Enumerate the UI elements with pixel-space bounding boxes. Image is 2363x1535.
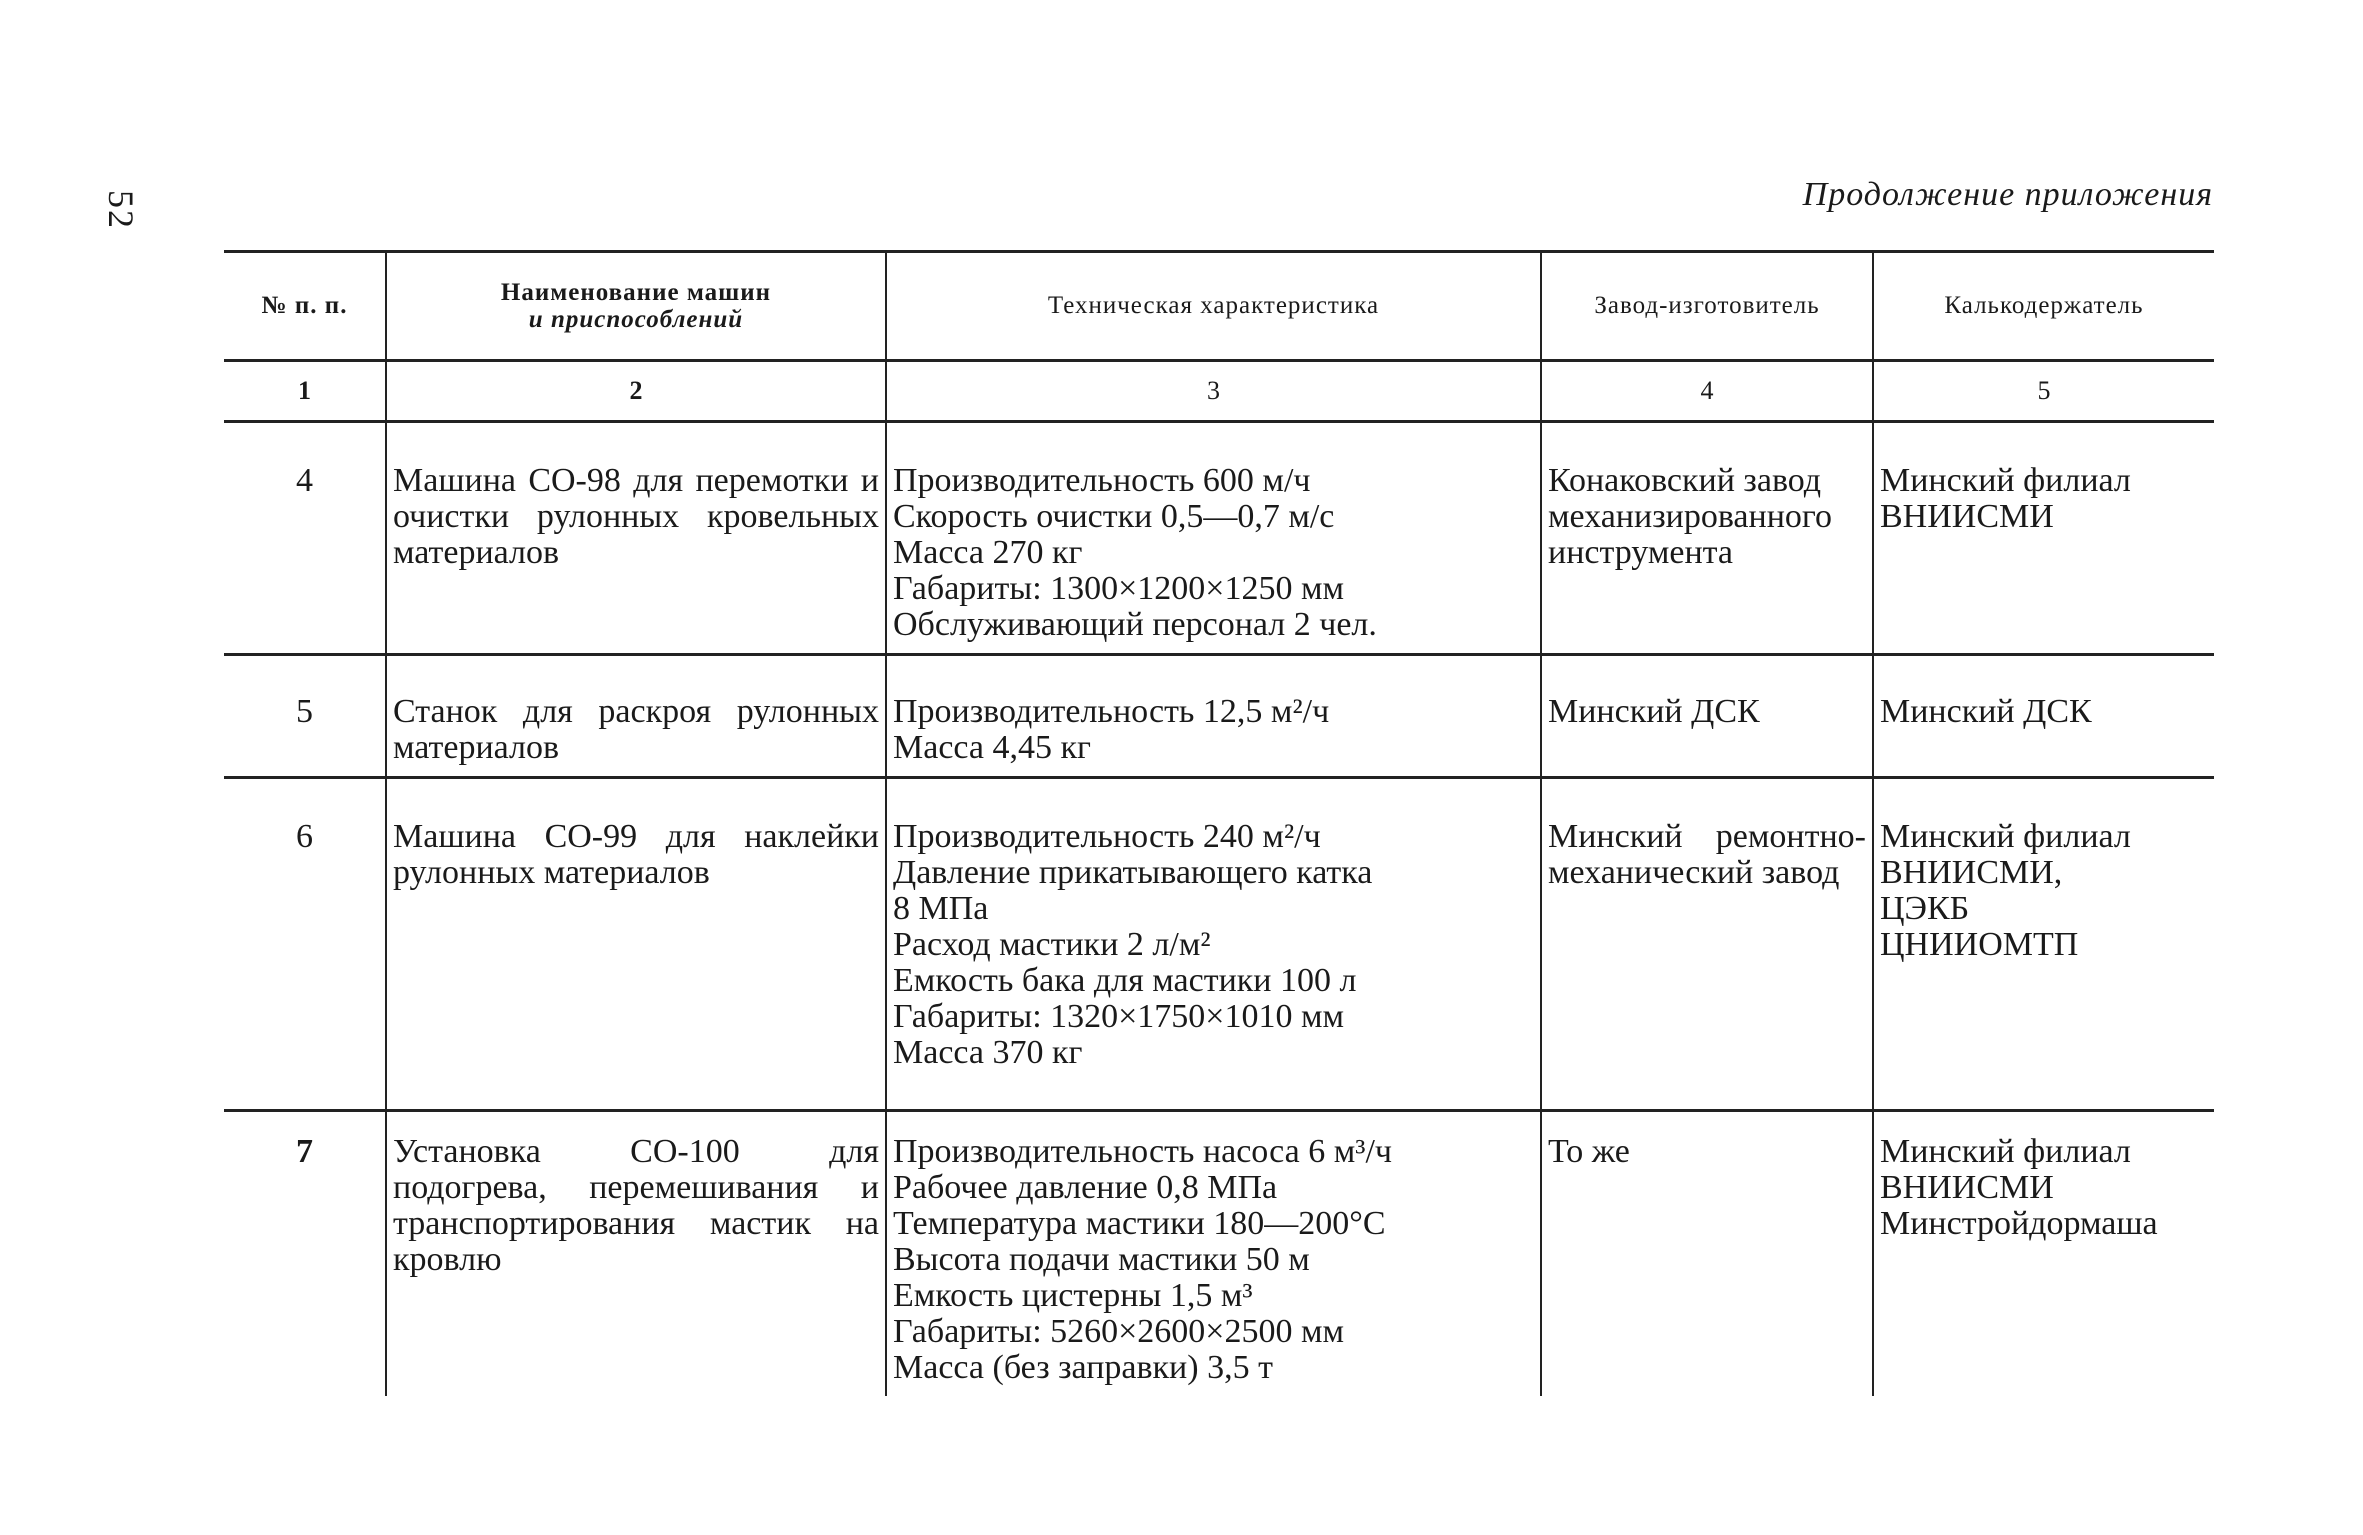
header-number: № п. п. <box>224 252 386 361</box>
tech-specs <box>886 778 1541 1111</box>
spec-line: Скорость очистки 0,5—0,7 м/с <box>893 498 1335 535</box>
holder-line: Минский филиал <box>1880 462 2131 499</box>
spec-line: Габариты: 5260×2600×2500 мм <box>893 1313 1345 1350</box>
header-holder: Калькодержатель <box>1873 252 2214 361</box>
spec-line: Масса (без заправки) 3,5 т <box>893 1349 1273 1386</box>
holder <box>1873 655 2214 778</box>
holder-line: ЦЭКБ <box>1880 890 1970 927</box>
spec-line: Масса 4,45 кг <box>893 729 1091 766</box>
spec-line: Емкость бака для мастики 100 л <box>893 962 1357 999</box>
row-number: 6 <box>224 778 386 1111</box>
column-number: 2 <box>386 361 886 422</box>
column-number: 3 <box>886 361 1541 422</box>
equipment-table-wrapper <box>224 250 2214 1396</box>
holder <box>1873 1111 2214 1397</box>
header-manufacturer: Завод-изготовитель <box>1541 252 1873 361</box>
spec-line: Масса 270 кг <box>893 534 1083 571</box>
spec-line: Давление прикатывающего катка <box>893 854 1373 891</box>
holder-line: ЦНИИОМТП <box>1880 926 2079 963</box>
manufacturer: Минский ремонтно-механический завод <box>1541 778 1873 1111</box>
table-row <box>224 422 2214 655</box>
spec-line: Расход мастики 2 л/м² <box>893 926 1211 963</box>
row-number: 4 <box>296 462 313 499</box>
holder-line: Минский ДСК <box>1880 693 2092 730</box>
holder <box>1873 422 2214 655</box>
tech-specs <box>886 1111 1541 1397</box>
spec-line: Производительность 12,5 м²/ч <box>893 693 1330 730</box>
header-specs: Техническая характеристика <box>886 252 1541 361</box>
holder-line: ВНИИСМИ <box>1880 1169 2054 1206</box>
manufacturer: Минский ДСК <box>1541 655 1873 778</box>
spec-line: Обслуживающий персонал 2 чел. <box>893 606 1377 643</box>
spec-line: Высота подачи мастики 50 м <box>893 1241 1310 1278</box>
spec-line: Емкость цистерны 1,5 м³ <box>893 1277 1253 1314</box>
column-number-row <box>224 361 2214 422</box>
machine-name: Установка СО-100 для подогрева, перемешивания и транспортирования мастик на кровлю <box>386 1111 886 1397</box>
column-number: 5 <box>1873 361 2214 422</box>
holder-line: ВНИИСМИ, <box>1880 854 2063 891</box>
holder-line: Минский филиал <box>1880 818 2131 855</box>
equipment-table <box>224 250 2214 1396</box>
machine-name: Станок для раскроя рулонных материалов <box>386 655 886 778</box>
table-row <box>224 1111 2214 1397</box>
continuation-title: Продолжение приложения <box>1802 176 2213 213</box>
page-number: 52 <box>101 190 141 230</box>
header-name: Наименование машин и приспособлений <box>386 252 886 361</box>
table-row <box>224 655 2214 778</box>
spec-line: Габариты: 1320×1750×1010 мм <box>893 998 1345 1035</box>
holder <box>1873 778 2214 1111</box>
table-header-row <box>224 252 2214 361</box>
spec-line: Рабочее давление 0,8 МПа <box>893 1169 1278 1206</box>
spec-line: Масса 370 кг <box>893 1034 1083 1071</box>
column-number: 1 <box>224 361 386 422</box>
spec-line: Температура мастики 180—200°С <box>893 1205 1386 1242</box>
tech-specs <box>886 655 1541 778</box>
tech-specs <box>886 422 1541 655</box>
holder-line: ВНИИСМИ <box>1880 498 2054 535</box>
manufacturer: Конаковский завод механизированного инструмента <box>1541 422 1873 655</box>
spec-line: Производительность 240 м²/ч <box>893 818 1321 855</box>
spec-line: Производительность насоса 6 м³/ч <box>893 1133 1393 1170</box>
spec-line: Габариты: 1300×1200×1250 мм <box>893 570 1345 607</box>
row-number: 5 <box>224 655 386 778</box>
machine-name: Машина СО-98 для перемотки и очистки рулонных кровельных материалов <box>386 422 886 655</box>
spec-line: Производительность 600 м/ч <box>893 462 1311 499</box>
manufacturer: То же <box>1541 1111 1873 1397</box>
spec-line: 8 МПа <box>893 890 989 927</box>
table-row <box>224 778 2214 1111</box>
holder-line: Минстройдормаша <box>1880 1205 2158 1242</box>
machine-name: Машина СО-99 для наклейки рулонных материалов <box>386 778 886 1111</box>
row-number: 7 <box>224 1111 386 1397</box>
holder-line: Минский филиал <box>1880 1133 2131 1170</box>
column-number: 4 <box>1541 361 1873 422</box>
